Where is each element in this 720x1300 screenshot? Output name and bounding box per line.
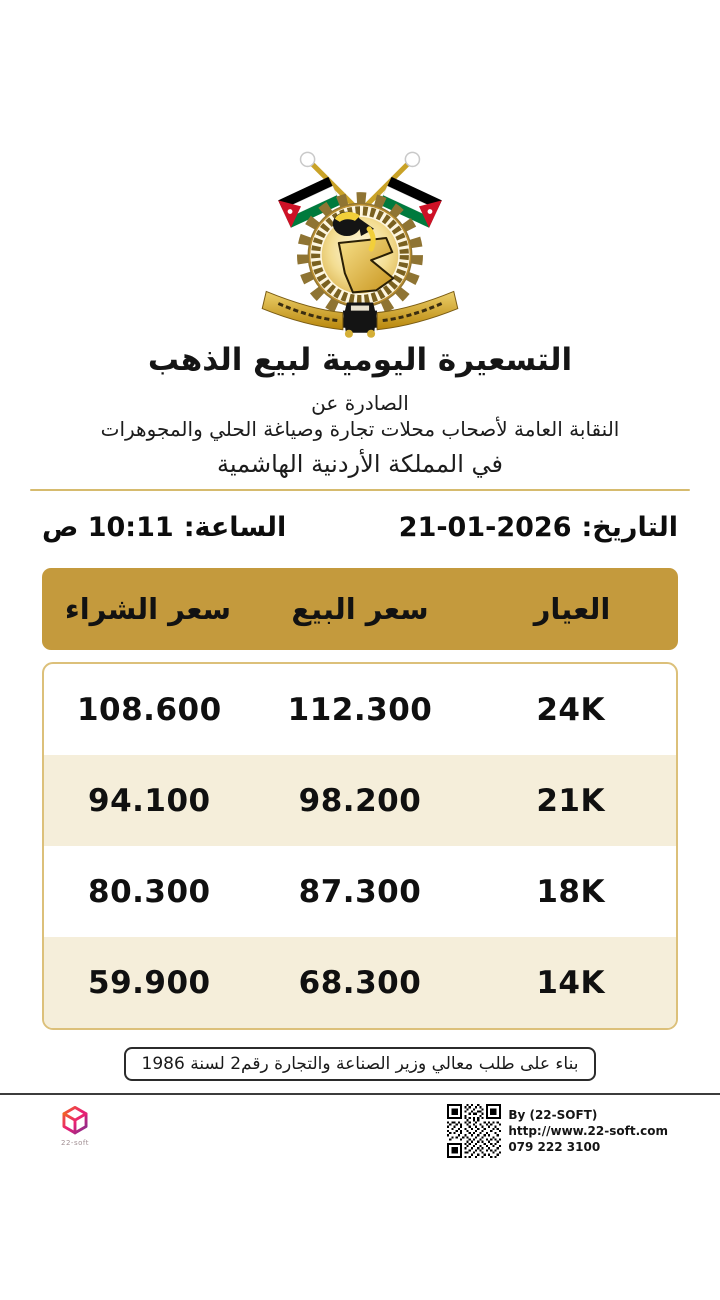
column-header-sell: سعر البيع: [291, 592, 429, 626]
time-label: الساعة:: [183, 512, 287, 543]
sell-price-cell: 98.200: [298, 782, 422, 819]
ministerial-note: بناء على طلب معالي وزير الصناعة والتجارة رقم2 لسنة 1986: [124, 1047, 597, 1081]
sell-price-cell: 87.300: [298, 873, 422, 910]
date-time-row: [0, 512, 720, 543]
goldsmiths-union-emblem-icon: [234, 136, 486, 338]
time-item: [42, 512, 286, 543]
issued-by-line: الصادرة عن: [311, 391, 409, 415]
table-row: [44, 846, 676, 937]
buy-price-cell: 59.900: [88, 964, 211, 1001]
brand-caption: 22-soft: [61, 1139, 89, 1147]
time-value: 10:11 ص: [42, 512, 174, 543]
page-title: التسعيرة اليومية لبيع الذهب: [147, 342, 573, 378]
price-table-body: [42, 662, 678, 1030]
buy-price-cell: 80.300: [88, 873, 211, 910]
date-item: [399, 512, 678, 543]
karat-cell: 21K: [536, 782, 605, 819]
karat-cell: 18K: [536, 873, 605, 910]
emblem-container: [0, 0, 720, 338]
karat-cell: 14K: [536, 964, 605, 1001]
footer-credit-line: By (22-SOFT): [508, 1108, 598, 1122]
table-row: [44, 664, 676, 755]
sell-price-cell: 68.300: [298, 964, 422, 1001]
organization-line: النقابة العامة لأصحاب محلات تجارة وصياغة الحلي والمجوهرات: [100, 417, 620, 441]
footer: [0, 1095, 720, 1158]
sell-price-cell: 112.300: [287, 691, 433, 728]
qr-credit-block: [447, 1104, 668, 1158]
buy-price-cell: 94.100: [88, 782, 211, 819]
column-header-buy: سعر الشراء: [64, 592, 232, 626]
brand-block: [58, 1104, 92, 1147]
footer-phone: 079 222 3100: [508, 1140, 601, 1155]
karat-cell: 24K: [536, 691, 605, 728]
table-row: [44, 755, 676, 846]
buy-price-cell: 108.600: [76, 691, 222, 728]
credit-text-block: [508, 1104, 668, 1156]
price-table-header: [42, 568, 678, 650]
location-line: في المملكة الأردنية الهاشمية: [216, 450, 504, 478]
footer-url: http://www.22-soft.com: [508, 1124, 668, 1139]
qr-code-icon: [447, 1104, 501, 1158]
column-header-karat: العيار: [533, 592, 611, 626]
date-value: 21-01-2026: [398, 512, 572, 543]
date-label: التاريخ:: [581, 512, 678, 543]
table-row: [44, 937, 676, 1028]
22soft-cube-logo-icon: [58, 1104, 92, 1138]
gold-divider: [30, 489, 690, 491]
note-container: [0, 1047, 720, 1081]
